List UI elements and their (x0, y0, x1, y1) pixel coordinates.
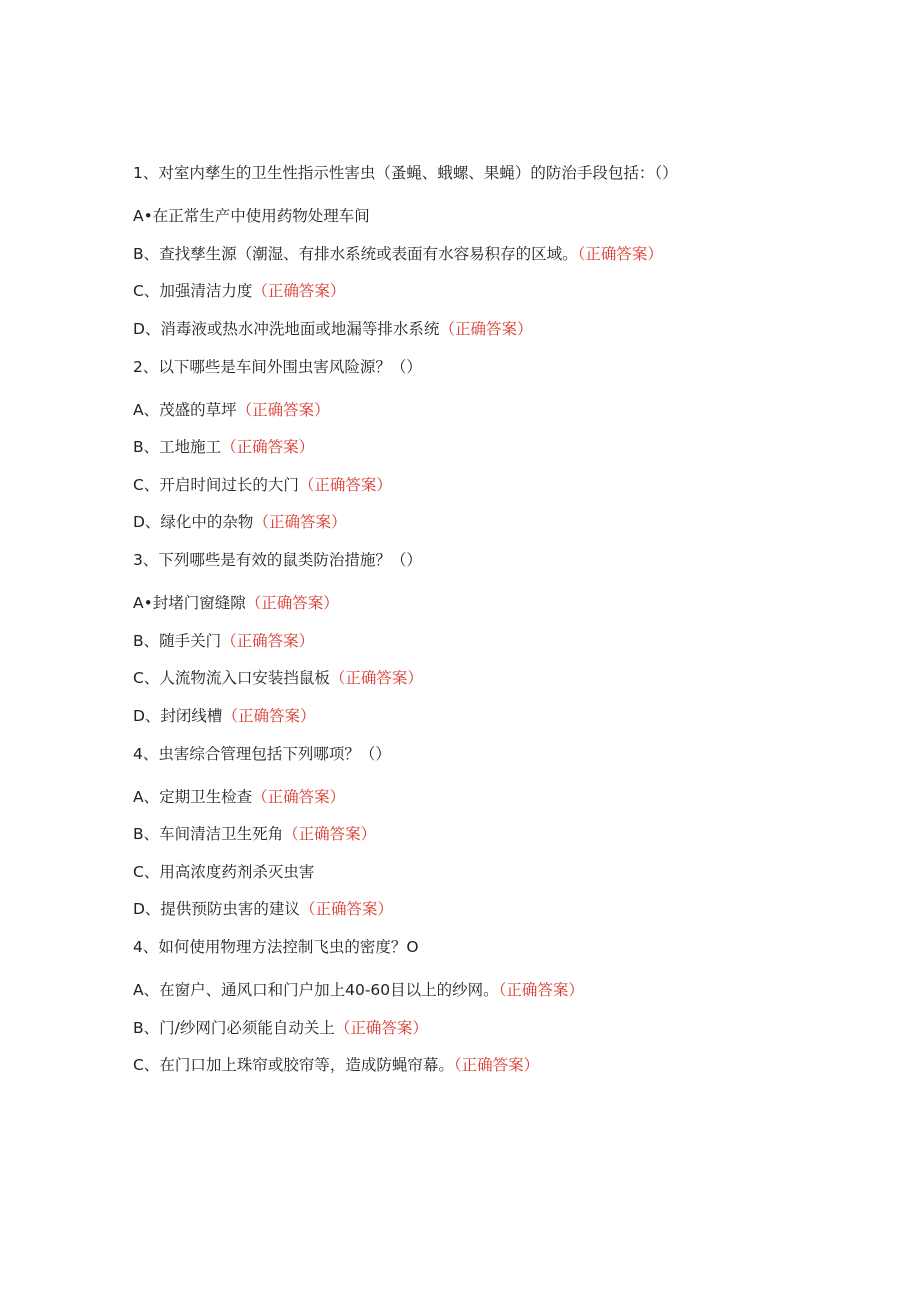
option-a (133, 785, 773, 809)
correct-answer-mark: （正确答案） (252, 282, 346, 300)
correct-answer-mark: （正确答案） (283, 825, 377, 843)
correct-answer-mark: （正确答案） (236, 400, 330, 419)
option-b (133, 629, 773, 653)
question-title: 1、对室内孳生的卫生性指示性害虫（蚤蝇、蛾螺、果蝇）的防治手段包括：（） (133, 164, 678, 182)
question-1 (133, 161, 773, 341)
option-d (133, 510, 773, 534)
option-text: C、人流物流入口安装挡鼠板 (133, 669, 330, 687)
option-d (133, 317, 773, 341)
question-title: 4、虫害综合管理包括下列哪项？（） (133, 744, 391, 763)
correct-answer-mark: （正确答案） (222, 706, 316, 725)
option-text: D、封闭线槽 (133, 706, 223, 725)
option-c (133, 473, 773, 497)
correct-answer-mark: （正确答案） (453, 1056, 540, 1074)
option-text: C、用高浓度药剂杀灭虫害 (133, 862, 315, 881)
option-text: C、加强清洁力度 (133, 282, 253, 300)
correct-answer-mark: （正确答案） (252, 787, 346, 806)
option-b (133, 242, 773, 266)
option-text: B、工地施工 (133, 438, 222, 456)
question-title: 3、下列哪些是有效的鼠类防治措施？（） (133, 551, 422, 569)
option-text: A、在窗户、通风口和门户加上40-60目以上的纱网。 (133, 981, 499, 999)
question-title: 4、如何使用物理方法控制飞虫的密度？O (133, 938, 419, 956)
option-b (133, 822, 773, 846)
option-text: D、消毒液或热水冲洗地面或地漏等排水系统 (133, 319, 440, 338)
question-2 (133, 355, 773, 535)
option-text: C、开启时间过长的大门 (133, 475, 299, 494)
correct-answer-mark: （正确答案） (298, 475, 392, 494)
correct-answer-mark: （正确答案） (439, 319, 533, 338)
option-text: C、在门口加上珠帘或胶帘等，造成防蝇帘幕。 (133, 1056, 454, 1074)
option-c (133, 279, 773, 303)
option-b (133, 435, 773, 459)
option-text: D、绿化中的杂物 (133, 513, 254, 531)
question-3 (133, 548, 773, 728)
option-text: B、门/纱网门必须能自动关上 (133, 1018, 335, 1037)
option-a (133, 398, 773, 422)
option-text: A•在正常生产中使用药物处理车间 (133, 207, 370, 225)
option-text: A、定期卫生检查 (133, 787, 253, 806)
correct-answer-mark: （正确答案） (221, 438, 315, 456)
option-d (133, 897, 773, 921)
option-b (133, 1016, 773, 1040)
question-4 (133, 742, 773, 922)
question-5 (133, 935, 773, 1077)
correct-answer-mark: （正确答案） (577, 244, 663, 263)
option-text: A•封堵门窗缝隙 (133, 594, 246, 612)
correct-answer-mark: （正确答案） (329, 669, 423, 687)
correct-answer-mark: （正确答案） (221, 631, 315, 650)
question-list (133, 161, 773, 1091)
option-c (133, 860, 773, 884)
option-c (133, 666, 773, 690)
option-text: B、车间清洁卫生死角 (133, 825, 284, 843)
correct-answer-mark: （正确答案） (299, 900, 393, 918)
option-text: A、茂盛的草坪 (133, 400, 237, 419)
option-a (133, 204, 773, 228)
correct-answer-mark: （正确答案） (498, 981, 584, 999)
option-c (133, 1053, 773, 1077)
option-text: B、查找孳生源（潮湿、有排水系统或表面有水容易积存的区域。 (133, 244, 578, 263)
option-d (133, 704, 773, 728)
option-a (133, 978, 773, 1002)
option-text: B、随手关门 (133, 631, 222, 650)
correct-answer-mark: （正确答案） (253, 513, 347, 531)
option-text: D、提供预防虫害的建议 (133, 900, 300, 918)
option-a (133, 591, 773, 615)
correct-answer-mark: （正确答案） (245, 594, 339, 612)
correct-answer-mark: （正确答案） (334, 1018, 428, 1037)
question-title: 2、以下哪些是车间外围虫害风险源？（） (133, 357, 422, 376)
